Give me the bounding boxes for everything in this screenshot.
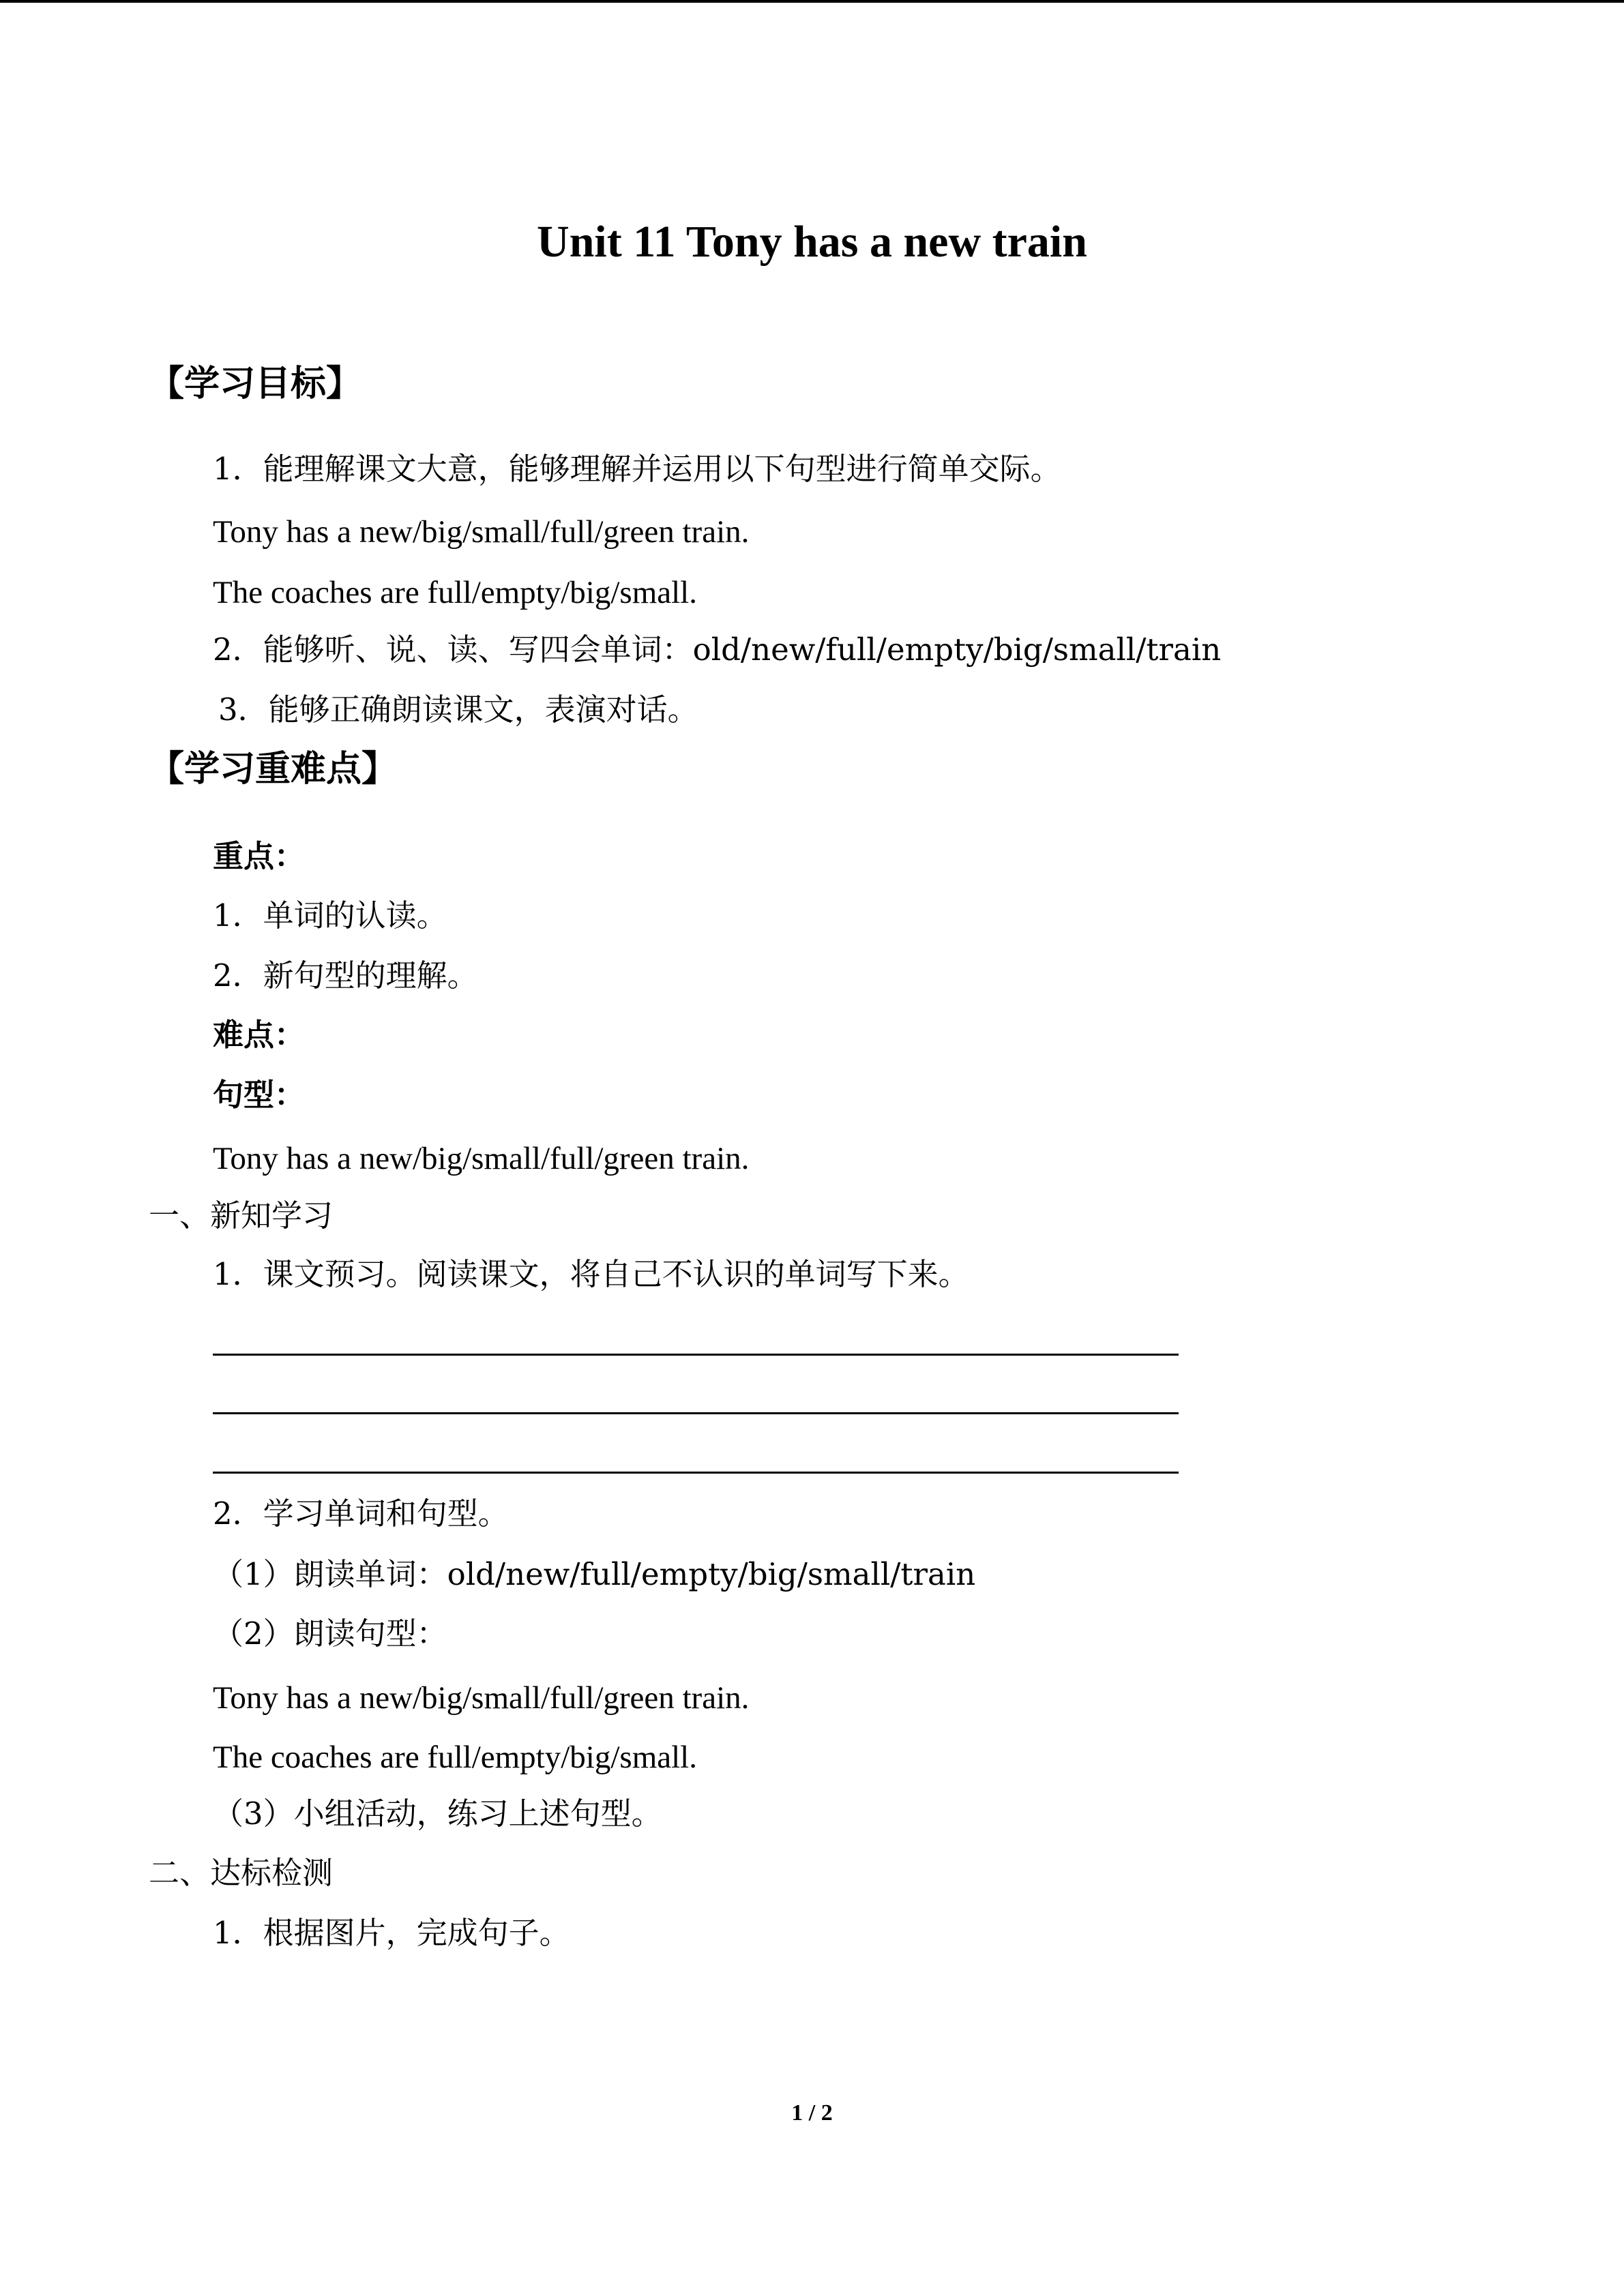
answer-blank-line <box>213 1472 1179 1474</box>
section-1-sub-2: （2）朗读句型： <box>213 1615 447 1652</box>
section-1-sub-1: （1）朗读单词：old/new/full/empty/big/small/train <box>213 1556 976 1592</box>
focus-item-1: 1．单词的认读。 <box>213 897 447 934</box>
section-1-item-1: 1．课文预习。阅读课文，将自己不认识的单词写下来。 <box>213 1256 969 1292</box>
difficulty-label: 难点： <box>213 1017 306 1053</box>
page-title: Unit 11 Tony has a new train <box>537 217 1087 267</box>
page-top-border <box>0 0 1624 3</box>
focus-item-2: 2．新句型的理解。 <box>213 957 478 994</box>
objective-sentence-2: The coaches are full/empty/big/small. <box>213 575 697 610</box>
pattern-label: 句型： <box>213 1077 306 1113</box>
key-points-heading: 【学习重难点】 <box>149 748 398 790</box>
section-1-heading: 一、新知学习 <box>149 1197 334 1234</box>
objective-item-2: 2．能够听、说、读、写四会单词：old/new/full/empty/big/small/train <box>213 631 1222 668</box>
section-1-sentence-2: The coaches are full/empty/big/small. <box>213 1740 697 1775</box>
objective-item-1: 1．能理解课文大意，能够理解并运用以下句型进行简单交际。 <box>213 451 1061 487</box>
answer-blank-line <box>213 1354 1179 1356</box>
focus-label: 重点： <box>213 838 306 874</box>
answer-blank-line <box>213 1412 1179 1414</box>
section-2-item-1: 1．根据图片，完成句子。 <box>213 1915 570 1951</box>
section-1-sub-3: （3）小组活动，练习上述句型。 <box>213 1795 662 1832</box>
pattern-sentence: Tony has a new/big/small/full/green train. <box>213 1141 750 1176</box>
objective-item-3: 3．能够正确朗读课文，表演对话。 <box>218 691 698 728</box>
page-number: 1 / 2 <box>791 2100 833 2126</box>
section-2-heading: 二、达标检测 <box>149 1855 334 1891</box>
section-1-item-2: 2．学习单词和句型。 <box>213 1495 509 1532</box>
objective-sentence-1: Tony has a new/big/small/full/green train. <box>213 514 750 550</box>
objectives-heading: 【学习目标】 <box>149 363 362 404</box>
section-1-sentence-1: Tony has a new/big/small/full/green train. <box>213 1680 750 1716</box>
